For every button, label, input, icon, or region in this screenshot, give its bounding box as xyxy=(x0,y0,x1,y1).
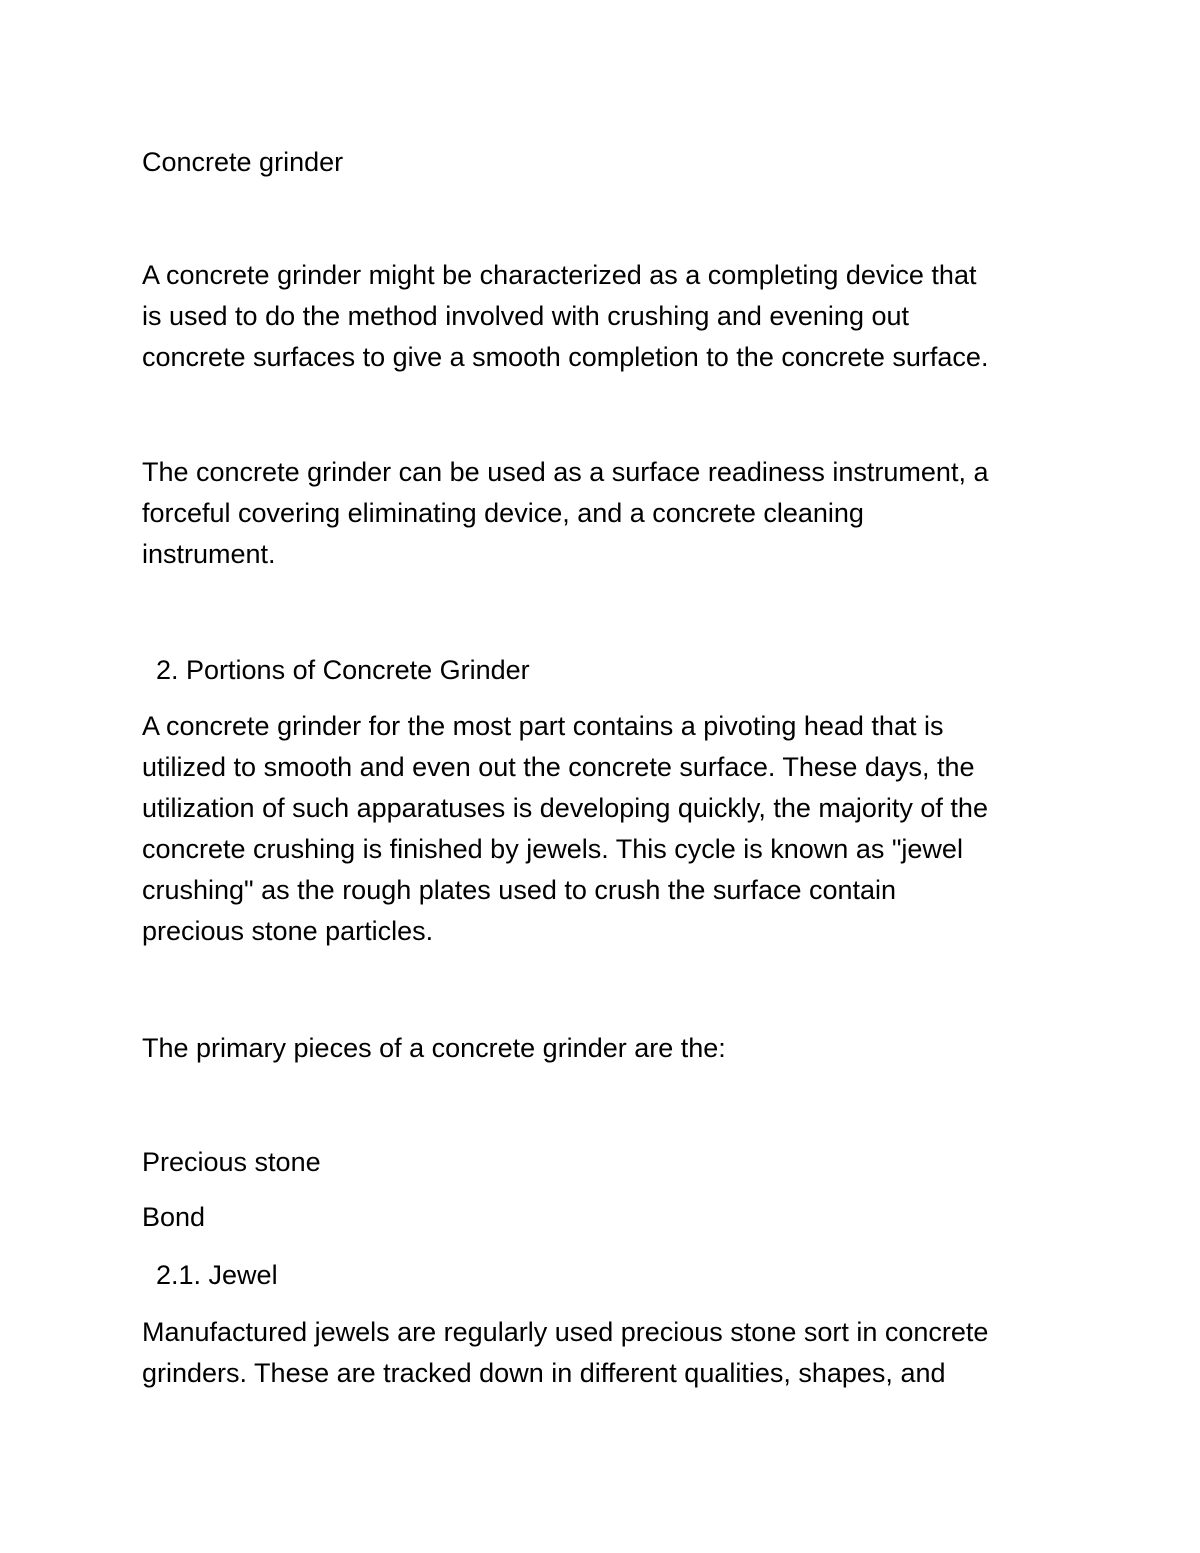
paragraph-line: crushing" as the rough plates used to crush the surface contain xyxy=(142,875,897,905)
paragraph-line: A concrete grinder for the most part contains a pivoting head that is xyxy=(142,711,944,741)
section-heading-jewel: 2.1. Jewel xyxy=(156,1260,278,1290)
paragraph-line: concrete surfaces to give a smooth completion to the concrete surface. xyxy=(142,342,989,372)
section-heading-portions: 2. Portions of Concrete Grinder xyxy=(156,655,530,685)
paragraph-line: precious stone particles. xyxy=(142,916,434,946)
paragraph-line: The concrete grinder can be used as a surface readiness instrument, a xyxy=(142,457,989,487)
paragraph-line: Manufactured jewels are regularly used precious stone sort in concrete xyxy=(142,1317,989,1347)
paragraph-line: grinders. These are tracked down in different qualities, shapes, and xyxy=(142,1358,946,1388)
paragraph-line: forceful covering eliminating device, and a concrete cleaning xyxy=(142,498,864,528)
primary-pieces-intro: The primary pieces of a concrete grinder are the: xyxy=(142,1033,726,1063)
paragraph-line: utilization of such apparatuses is developing quickly, the majority of the xyxy=(142,793,988,823)
paragraph-line: instrument. xyxy=(142,539,276,569)
document-title: Concrete grinder xyxy=(142,147,344,177)
list-item: Precious stone xyxy=(142,1147,321,1177)
paragraph-line: concrete crushing is finished by jewels. This cycle is known as "jewel xyxy=(142,834,963,864)
list-item: Bond xyxy=(142,1202,206,1232)
paragraph-line: is used to do the method involved with crushing and evening out xyxy=(142,301,909,331)
paragraph-line: utilized to smooth and even out the concrete surface. These days, the xyxy=(142,752,975,782)
paragraph-line: A concrete grinder might be characterized as a completing device that xyxy=(142,260,977,290)
